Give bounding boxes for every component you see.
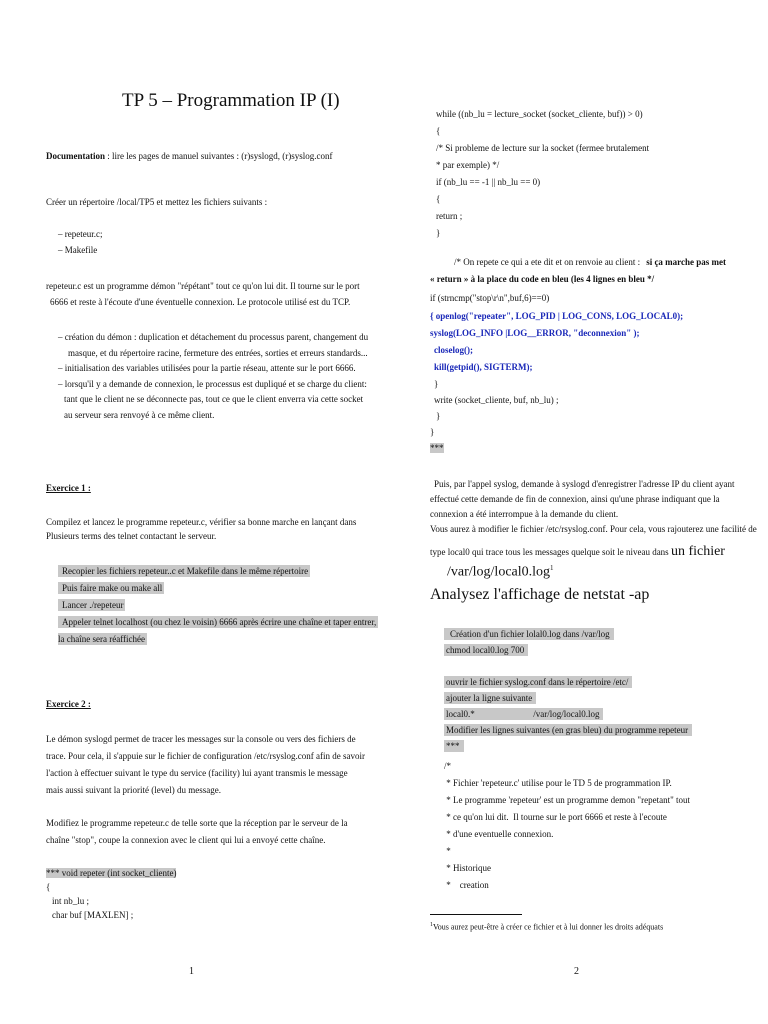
footnote-text: Vous aurez peut-être à créer ce fichier et à lui donner les droits adéquats (433, 922, 664, 932)
ex2-line: mais aussi suivant la priorité (level) du message. (46, 785, 221, 795)
comment-line: * ce qu'on lui dit. Il tourne sur le port 6666 et reste à l'ecoute (444, 812, 667, 822)
code-line: write (socket_cliente, buf, nb_lu) ; (434, 395, 559, 405)
code-line: } (436, 411, 441, 421)
para-line: Puis, par l'appel syslog, demande à syslogd d'enregistrer l'adresse IP du client ayant (434, 479, 735, 489)
code-line: } (436, 228, 441, 238)
step-line: ouvrir le fichier syslog.conf dans le répertoire /etc/ (444, 676, 632, 688)
intro-paragraph (46, 280, 360, 308)
comment-line: * d'une eventuelle connexion. (444, 829, 554, 839)
step-line: la chaîne sera réaffichée (58, 634, 146, 644)
page-number: 1 (189, 966, 194, 977)
code-top (436, 106, 649, 242)
intro-line: 6666 et reste à l'écoute d'une éventuelle connexion. Le protocole utilisé est du TCP. (50, 297, 351, 307)
type-text: type local0 qui trace tous les messages quelque soit le niveau dans (430, 547, 669, 557)
code-line: * par exemple) */ (436, 160, 500, 170)
log-path-text: /var/log/local0.log (447, 564, 551, 580)
page-right (384, 0, 768, 1024)
documentation-line (46, 150, 332, 162)
comment-line: * (444, 846, 451, 856)
documentation-text: : lire les pages de manuel suivantes : (r)syslogd, (r)syslog.conf (105, 151, 333, 161)
exercise-1-steps (58, 563, 378, 648)
file-item: – Makefile (58, 245, 98, 255)
comment-text: /* On repete ce qui a ete dit et on renvoie au client : (454, 257, 641, 267)
ex2-line: trace. Pour cela, il s'appuie sur le fichier de configuration /etc/rsyslog.conf afin de savoir (46, 751, 366, 761)
step-line: local0.* /var/log/local0.log (444, 708, 603, 720)
type-line (430, 546, 725, 558)
ex2-line: Modifiez le programme repeteur.c de telle sorte que la réception par le serveur de la (46, 818, 348, 828)
para-line: Vous aurez à modifier le fichier /etc/rsyslog.conf. Pour cela, vous rajouterez une facilité de (430, 524, 757, 534)
step-line: Modifier les lignes suivantes (en gras bleu) du programme repeteur (444, 724, 692, 736)
exercise-1-text (46, 515, 356, 543)
steps-block-2 (444, 674, 692, 754)
code-after (430, 376, 558, 456)
code-line: { (436, 126, 441, 136)
comment-bold: si ça marche pas met (646, 257, 727, 267)
documentation-label: Documentation (46, 151, 105, 161)
code-line: { (436, 194, 441, 204)
log-path (447, 564, 554, 581)
comment-line-2: « return » à la place du code en bleu (les 4 lignes en bleu */ (430, 274, 655, 284)
comment-line: * Fichier 'repeteur.c' utilise pour le TD 5 de programmation IP. (444, 778, 672, 788)
code-line: int nb_lu ; (52, 896, 90, 906)
code-line: char buf [MAXLEN] ; (52, 910, 134, 920)
code-line: *** void repeter (int socket_cliente) (46, 868, 177, 878)
bullet-item: – lorsqu'il y a demande de connexion, le processus est dupliqué et se charge du client: (58, 378, 367, 389)
page-number: 2 (574, 966, 579, 977)
step-line: Création d'un fichier lolal0.log dans /var/log (444, 628, 614, 640)
code-line: syslog(LOG_INFO |LOG__ERROR, "deconnexion" ); (430, 328, 640, 338)
comment-line: * Le programme 'repeteur' est un programme demon "repetant" tout (444, 795, 691, 805)
comment-line: * creation (444, 880, 489, 890)
ex1-line: Plusieurs terms des telnet contactant le serveur. (46, 531, 217, 541)
code-line: while ((nb_lu = lecture_socket (socket_cliente, buf)) > 0) (436, 109, 643, 119)
step-line: chmod local0.log 700 (444, 644, 528, 656)
comment-line: * Historique (444, 863, 491, 873)
footnote-mark: 1 (550, 564, 554, 572)
exercise-1-title: Exercice 1 : (46, 483, 91, 493)
footnote (430, 922, 663, 932)
code-line: return ; (436, 211, 463, 221)
bullet-item: au serveur sera renvoyé à ce même client. (64, 409, 215, 420)
page-title: TP 5 – Programmation IP (I) (122, 90, 340, 111)
step-line: Appeler telnet localhost (ou chez le voisin) 6666 après écrire une chaîne et taper entrer, (58, 616, 378, 628)
analyse-heading: Analysez l'affichage de netstat -ap (430, 586, 650, 603)
step-line: Puis faire make ou make all (58, 582, 164, 594)
step-line: *** (444, 740, 464, 752)
exercise-2-paragraph-2 (46, 815, 348, 849)
code-line: { openlog("repeater", LOG_PID | LOG_CONS, LOG_LOCAL0); (430, 311, 684, 321)
para-line: effectué cette demande de fin de connexion, ainsi qu'une phrase indiquant que la (430, 494, 720, 504)
file-item: – repeteur.c; (58, 229, 103, 239)
code-snippet (46, 866, 176, 922)
blue-code (430, 308, 683, 376)
bullet-list (58, 330, 368, 423)
footnote-number: 1 (430, 922, 433, 928)
strncmp-line: if (strncmp("stop\r\n",buf,6)==0) (430, 293, 550, 303)
comment-block (444, 758, 690, 894)
exercise-2-title: Exercice 2 : (46, 699, 91, 709)
un-fichier-text: un fichier (670, 544, 725, 559)
code-line: kill(getpid(), SIGTERM); (434, 362, 533, 372)
code-line: closelog(); (434, 345, 473, 355)
para-line: connexion a été interrompue à la demande du client. (430, 509, 619, 519)
file-list (58, 228, 102, 256)
code-line: /* Si probleme de lecture sur la socket (fermee brutalement (436, 143, 650, 153)
ex1-line: Compilez et lancez le programme repeteur.c, vérifier sa bonne marche en lançant dans (46, 517, 357, 527)
create-instruction: Créer un répertoire /local/TP5 et mettez les fichiers suivants : (46, 197, 268, 207)
code-line: } (434, 379, 439, 389)
steps-block-1 (444, 626, 614, 658)
ex2-line: l'action à effectuer suivant le type du service (facility) lui ayant transmis le message (46, 768, 348, 778)
footnote-divider (430, 914, 522, 915)
comment-line (454, 256, 726, 268)
code-line: if (nb_lu == -1 || nb_lu == 0) (436, 177, 541, 187)
ex2-line: Le démon syslogd permet de tracer les messages sur la console ou vers des fichiers de (46, 734, 356, 744)
intro-line: repeteur.c est un programme démon "répétant" tout ce qu'on lui dit. Il tourne sur le port (46, 281, 360, 291)
code-line: } (430, 427, 435, 437)
ex2-line: chaîne "stop", coupe la connexion avec le client qui lui a envoyé cette chaîne. (46, 835, 326, 845)
bullet-item: tant que le client ne se déconnecte pas, tout ce que le client enverra via cette socket (64, 394, 364, 404)
syslog-paragraph (430, 477, 757, 537)
code-line: { (46, 882, 51, 892)
bullet-item: – initialisation des variables utilisées pour la partie réseau, attente sur le port 6666. (58, 363, 356, 373)
step-line: ajouter la ligne suivante (444, 692, 536, 704)
bullet-item: – création du démon : duplication et détachement du processus parent, changement du (58, 332, 369, 342)
exercise-2-paragraph-1 (46, 731, 365, 799)
step-line: Lancer ./repeteur (58, 599, 125, 611)
bullet-item: masque, et du répertoire racine, fermeture des entrées, sorties et erreurs standards... (68, 347, 368, 358)
comment-line: /* (444, 761, 452, 771)
step-line: Recopier les fichiers repeteur..c et Makefile dans le même répertoire (58, 565, 310, 577)
code-line: *** (430, 443, 444, 453)
